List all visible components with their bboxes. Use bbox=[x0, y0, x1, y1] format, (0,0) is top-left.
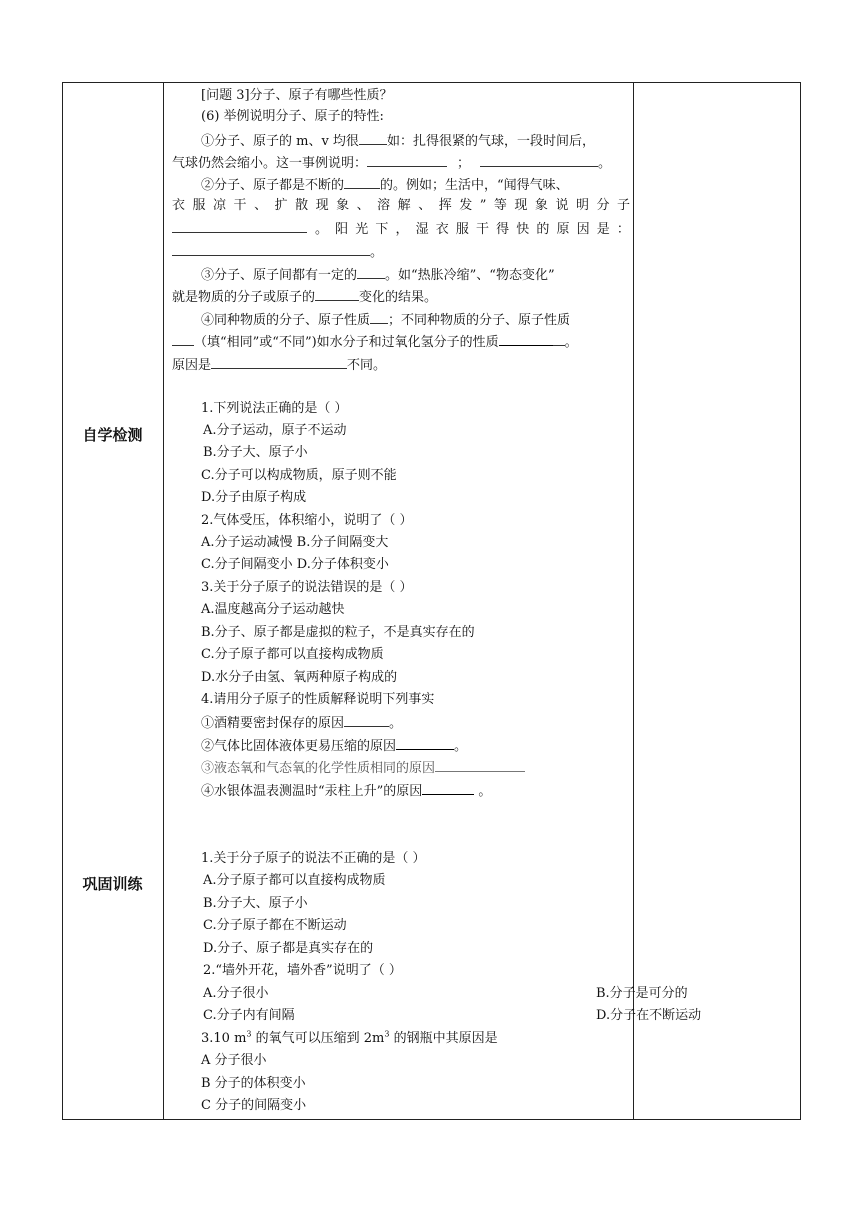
property-4-line-2: （填“相同”或“不同”)如水分子和过氧化氢分子的性质 。 bbox=[172, 332, 632, 352]
justified-char: 因 bbox=[576, 222, 590, 237]
consolidation-q1-option-c[interactable]: C.分子原子都在不断运动 bbox=[203, 918, 347, 933]
justified-char: 现 bbox=[514, 198, 528, 213]
question-3-heading: [问题 3]分子、原子有哪些性质？ bbox=[201, 88, 393, 103]
self-check-q2: 2.气体受压，体积缩小，说明了（ ） bbox=[201, 513, 413, 528]
consolidation-q1: 1.关于分子原子的说法不正确的是（ ） bbox=[201, 851, 426, 866]
justified-char: 、 bbox=[418, 198, 432, 213]
justified-char: 服 bbox=[455, 222, 469, 237]
consolidation-q2: 2.“墙外开花，墙外香”说明了（ ） bbox=[203, 963, 402, 978]
justified-char: 干 bbox=[233, 198, 247, 213]
fill-blank[interactable] bbox=[344, 175, 380, 189]
justified-char: 、 bbox=[254, 198, 268, 213]
property-2-line-1: ②分子、原子都是不断的 的。例如；生活中，“闻得气味、 bbox=[201, 175, 661, 195]
justified-char: 干 bbox=[476, 222, 490, 237]
justified-char: 快 bbox=[516, 222, 530, 237]
fill-blank[interactable] bbox=[396, 736, 454, 750]
justified-char: 衣 bbox=[435, 222, 449, 237]
justified-char: 现 bbox=[315, 198, 329, 213]
justified-char: 湿 bbox=[415, 222, 429, 237]
justified-char: 衣 bbox=[172, 198, 186, 213]
fill-blank[interactable] bbox=[172, 332, 194, 346]
fill-blank[interactable] bbox=[367, 153, 447, 167]
justified-char: 阳 bbox=[335, 222, 349, 237]
justified-char: 散 bbox=[295, 198, 309, 213]
justified-char: 分 bbox=[596, 198, 610, 213]
consolidation-q2-option-c[interactable]: C.分子内有间隔 bbox=[203, 1008, 295, 1023]
self-check-q3-option-b[interactable]: B.分子、原子都是虚拟的粒子，不是真实存在的 bbox=[201, 625, 475, 640]
self-check-q4: 4.请用分子原子的性质解释说明下列事实 bbox=[201, 692, 435, 707]
fill-blank[interactable] bbox=[359, 131, 387, 145]
fill-blank[interactable] bbox=[435, 758, 525, 772]
justified-char: ” bbox=[479, 198, 487, 213]
justified-char: 凉 bbox=[213, 198, 227, 213]
justified-char: 下 bbox=[375, 222, 389, 237]
self-check-q4-item-2: ②气体比固体液体更易压缩的原因 。 bbox=[201, 736, 661, 756]
self-check-q4-item-1: ①酒精要密封保存的原因 。 bbox=[201, 713, 661, 733]
self-check-q4-item-4: ④水银体温表测温时“汞柱上升”的原因 。 bbox=[201, 781, 661, 801]
justified-char: 子 bbox=[616, 198, 630, 213]
justified-char: 光 bbox=[355, 222, 369, 237]
property-3-line-2: 就是物质的分子或原子的 变化的结果。 bbox=[172, 287, 632, 307]
justified-char: 。 bbox=[315, 222, 329, 237]
consolidation-q1-option-d[interactable]: D.分子、原子都是真实存在的 bbox=[203, 941, 374, 956]
fill-blank[interactable] bbox=[344, 713, 389, 727]
consolidation-q3: 3.10 $m^3$ 的氧气可以压缩到 $2m^3$ 的钢瓶中其原因是 bbox=[201, 1029, 498, 1046]
self-check-q2-options-ab[interactable]: A.分子运动减慢 B.分子间隔变大 bbox=[201, 535, 389, 550]
justified-char: 发 bbox=[459, 198, 473, 213]
justified-char: 说 bbox=[555, 198, 569, 213]
justified-char: 原 bbox=[556, 222, 570, 237]
self-check-q3: 3.关于分子原子的说法错误的是（ ） bbox=[201, 580, 413, 595]
justified-char: 得 bbox=[496, 222, 510, 237]
consolidation-q3-option-a[interactable]: A 分子很小 bbox=[201, 1053, 267, 1068]
fill-blank[interactable] bbox=[357, 265, 385, 279]
property-1-line-1: ①分子、原子的 m、v 均很 如：扎得很紧的气球，一段时间后， bbox=[201, 131, 661, 151]
self-check-q3-option-c[interactable]: C.分子原子都可以直接构成物质 bbox=[201, 647, 384, 662]
self-check-q2-options-cd[interactable]: C.分子间隔变小 D.分子体积变小 bbox=[201, 557, 389, 572]
fill-blank[interactable] bbox=[172, 219, 307, 233]
self-check-q1-option-b[interactable]: B.分子大、原子小 bbox=[203, 445, 308, 460]
property-2-line-4: 。 bbox=[172, 242, 632, 262]
self-check-q1: 1.下列说法正确的是（ ） bbox=[201, 401, 348, 416]
property-2-line-2 bbox=[172, 197, 630, 215]
justified-char: 象 bbox=[534, 198, 548, 213]
self-check-q4-item-3: ③液态氧和气态氧的化学性质相同的原因 bbox=[201, 758, 661, 778]
consolidation-q1-option-a[interactable]: A.分子原子都可以直接构成物质 bbox=[203, 873, 386, 888]
consolidation-q3-option-b[interactable]: B 分子的体积变小 bbox=[201, 1076, 306, 1091]
fill-blank[interactable] bbox=[422, 781, 474, 795]
property-4-line-1: ④同种物质的分子、原子性质 ；不同种物质的分子、原子性质 bbox=[201, 310, 661, 330]
item-6-prompt: (6) 举例说明分子、原子的特性: bbox=[201, 109, 384, 124]
justified-char: 是 bbox=[596, 222, 610, 237]
consolidation-q2-options-ab bbox=[203, 985, 688, 1003]
self-check-q1-option-d[interactable]: D.分子由原子构成 bbox=[201, 490, 307, 505]
justified-char: 等 bbox=[493, 198, 507, 213]
property-2-line-3 bbox=[172, 219, 630, 239]
consolidation-q2-option-b[interactable]: B.分子是可分的 bbox=[596, 986, 688, 1001]
self-check-q1-option-a[interactable]: A.分子运动，原子不运动 bbox=[203, 423, 347, 438]
consolidation-q2-options-cd bbox=[203, 1007, 702, 1025]
consolidation-q3-option-c[interactable]: C 分子的间隔变小 bbox=[201, 1098, 307, 1113]
fill-blank[interactable] bbox=[553, 332, 565, 346]
section-label-self-check: 自学检测 bbox=[82, 426, 143, 444]
fill-blank[interactable] bbox=[172, 242, 370, 256]
property-3-line-1: ③分子、原子间都有一定的 。如“热胀冷缩”、“物态变化” bbox=[201, 265, 661, 285]
justified-char: 明 bbox=[575, 198, 589, 213]
justified-char: 溶 bbox=[377, 198, 391, 213]
justified-char: 、 bbox=[356, 198, 370, 213]
fill-blank[interactable] bbox=[499, 332, 553, 346]
justified-char: ： bbox=[616, 222, 630, 237]
justified-char: ， bbox=[395, 222, 409, 237]
property-1-line-2: 气球仍然会缩小。这一事例说明： ； 。 bbox=[172, 153, 632, 173]
property-4-line-3: 原因是 不同。 bbox=[172, 355, 632, 375]
fill-blank[interactable] bbox=[480, 153, 598, 167]
self-check-q3-option-a[interactable]: A.温度越高分子运动越快 bbox=[201, 602, 345, 617]
justified-char: 象 bbox=[336, 198, 350, 213]
consolidation-q1-option-b[interactable]: B.分子大、原子小 bbox=[203, 896, 308, 911]
justified-char: 服 bbox=[192, 198, 206, 213]
fill-blank[interactable] bbox=[211, 355, 347, 369]
justified-char: 的 bbox=[536, 222, 550, 237]
consolidation-q2-option-a[interactable]: A.分子很小 bbox=[203, 986, 269, 1001]
justified-char: 解 bbox=[397, 198, 411, 213]
justified-char: 扩 bbox=[274, 198, 288, 213]
consolidation-q2-option-d[interactable]: D.分子在不断运动 bbox=[596, 1008, 702, 1023]
fill-blank[interactable] bbox=[315, 287, 359, 301]
section-label-consolidation: 巩固训练 bbox=[82, 875, 143, 893]
justified-char: 挥 bbox=[438, 198, 452, 213]
fill-blank[interactable] bbox=[370, 310, 388, 324]
self-check-q3-option-d[interactable]: D.水分子由氢、氧两种原子构成的 bbox=[201, 670, 398, 685]
label-column-cell bbox=[63, 83, 164, 1120]
self-check-q1-option-c[interactable]: C.分子可以构成物质，原子则不能 bbox=[201, 468, 397, 483]
